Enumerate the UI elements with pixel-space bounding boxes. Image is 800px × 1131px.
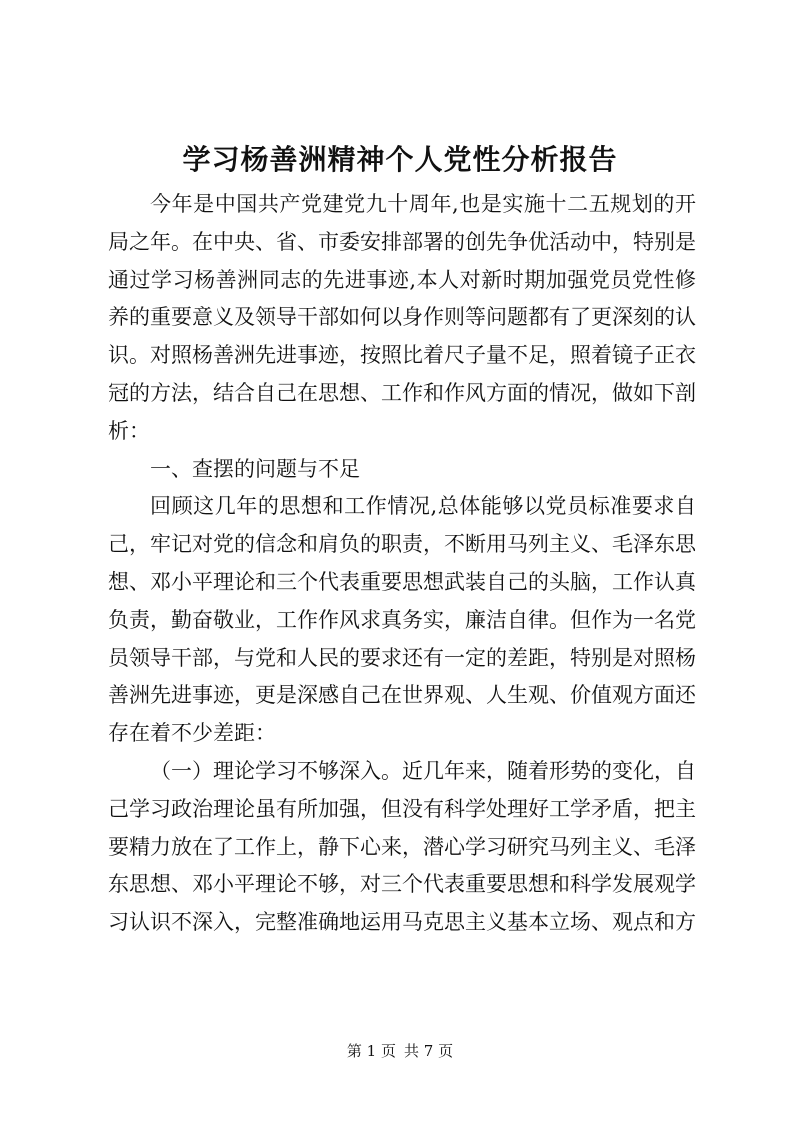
page-number: 第 1 页: [346, 1042, 396, 1060]
page-total: 共 7 页: [404, 1042, 454, 1060]
document-body: [108, 186, 696, 942]
document-title: 学习杨善洲精神个人党性分析报告: [182, 143, 618, 176]
section-heading-problems: 一、查摆的问题与不足: [150, 456, 360, 481]
paragraph-intro: 今年是中国共产党建党九十周年,也是实施十二五规划的开局之年。在中央、省、市委安排部署的创先争优活动中，特别是通过学习杨善洲同志的先进事迹,本人对新时期加强党员党性修养的重要意义及领导干部如何以身作则等问题都有了更深刻的认识。对照杨善洲先进事迹，按照比着尺子量不足，照着镜子正衣冠的方法，结合自己在思想、工作和作风方面的情况，做如下剖析：: [108, 192, 696, 443]
page-footer: [0, 1041, 800, 1061]
paragraph-theory-study: （一）理论学习不够深入。近几年来，随着形势的变化，自己学习政治理论虽有所加强，但没有科学处理好工学矛盾，把主要精力放在了工作上，静下心来，潜心学习研究马列主义、毛泽东思想、邓小平理论不够，对三个代表重要思想和科学发展观学习认识不深入，完整准确地运用马克思主义基本立场、观点和方: [108, 758, 696, 935]
paragraph-review: 回顾这几年的思想和工作情况,总体能够以党员标准要求自己，牢记对党的信念和肩负的职责，不断用马列主义、毛泽东思想、邓小平理论和三个代表重要思想武装自己的头脑，工作认真负责，勤奋敬业，工作作风求真务实，廉洁自律。但作为一名党员领导干部，与党和人民的要求还有一定的差距，特别是对照杨善洲先进事迹，更是深感自己在世界观、人生观、价值观方面还存在着不少差距：: [108, 494, 696, 746]
